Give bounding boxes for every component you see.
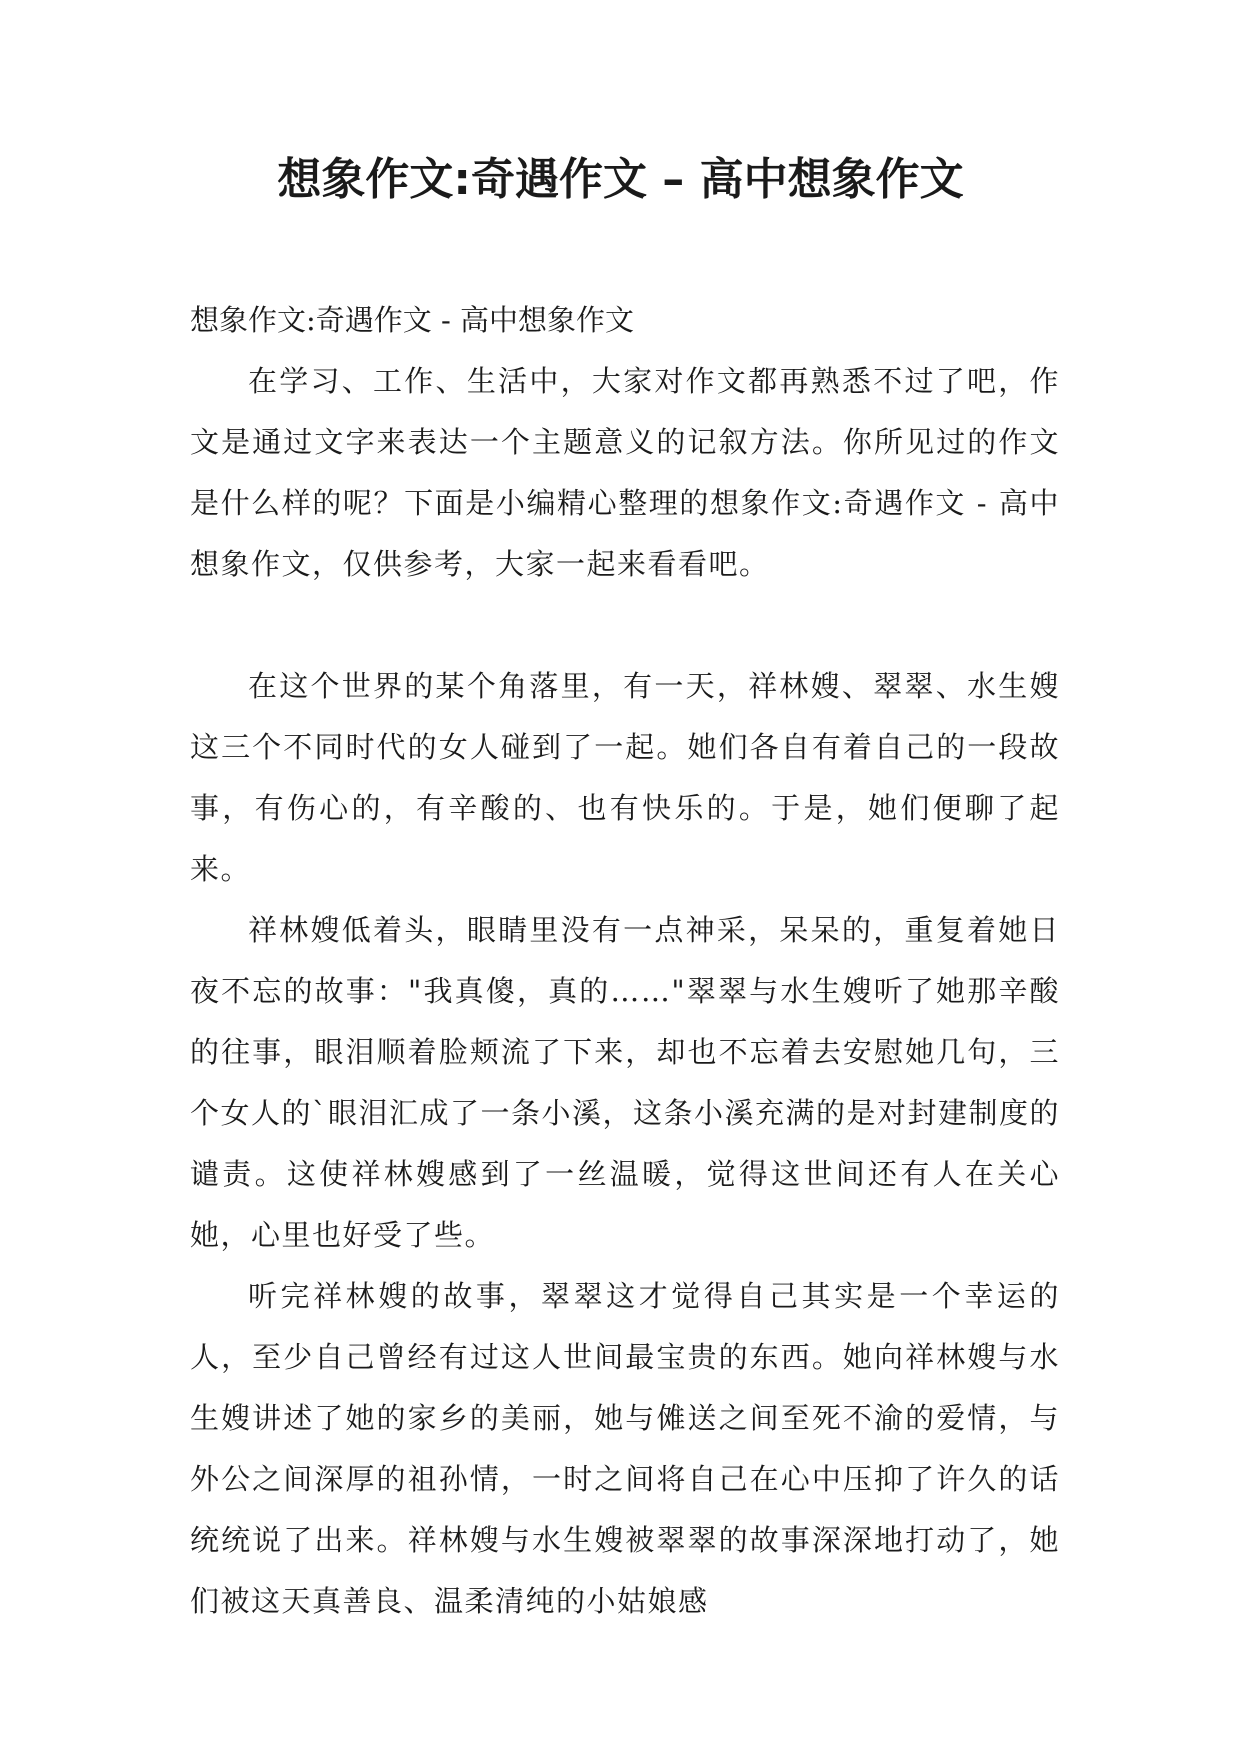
body-paragraph-2: 祥林嫂低着头，眼睛里没有一点神采，呆呆的，重复着她日夜不忘的故事："我真傻，真的……"翠翠与水生嫂听了她那辛酸的往事，眼泪顺着脸颊流了下来，却也不忘着去安慰她几句，三个女人的`眼泪汇成了一条小溪，这条小溪充满的是对封建制度的谴责。这使祥林嫂感到了一丝温暖，觉得这世间还有人在关心她，心里也好受了些。: [190, 913, 1061, 1252]
document-subtitle: 想象作文:奇遇作文 - 高中想象作文: [190, 303, 635, 337]
document-title: 想象作文:奇遇作文 – 高中想象作文: [277, 154, 964, 205]
document-body: [190, 290, 1060, 1632]
intro-paragraph: 在学习、工作、生活中，大家对作文都再熟悉不过了吧，作文是通过文字来表达一个主题意义的记叙方法。你所见过的作文是什么样的呢？下面是小编精心整理的想象作文:奇遇作文 - 高中想象作文，仅供参考，大家一起来看看吧。: [190, 364, 1060, 581]
paragraph-gap: [190, 595, 1060, 656]
body-paragraph-1: 在这个世界的某个角落里，有一天，祥林嫂、翠翠、水生嫂这三个不同时代的女人碰到了一起。她们各自有着自己的一段故事，有伤心的，有辛酸的、也有快乐的。于是，她们便聊了起来。: [190, 669, 1060, 886]
body-paragraph-3: 听完祥林嫂的故事，翠翠这才觉得自己其实是一个幸运的人，至少自己曾经有过这人世间最宝贵的东西。她向祥林嫂与水生嫂讲述了她的家乡的美丽，她与傩送之间至死不渝的爱情，与外公之间深厚的祖孙情，一时之间将自己在心中压抑了许久的话统统说了出来。祥林嫂与水生嫂被翠翠的故事深深地打动了，她们被这天真善良、温柔清纯的小姑娘感: [190, 1279, 1060, 1618]
